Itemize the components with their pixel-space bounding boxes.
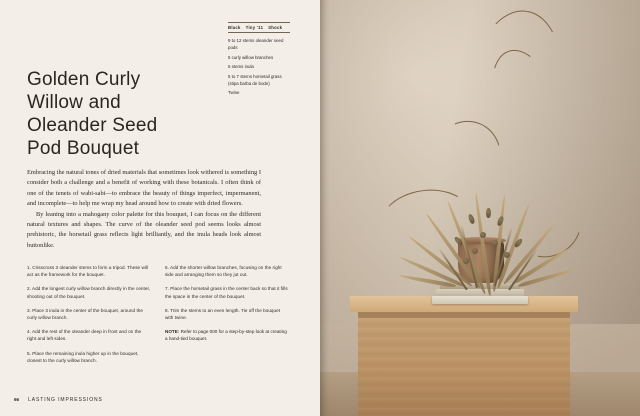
title-line-2: Willow and [27, 92, 121, 113]
step-item: 4. Add the rest of the oleander deep in front and on the right and left sides. [27, 329, 142, 342]
step-item: 8. Trim the stems to an even length. Tie off the bouquet with twine. [165, 307, 281, 321]
intro-text-block [27, 168, 261, 251]
stacked-book [440, 283, 520, 289]
photograph [320, 0, 640, 416]
materials-header-3: Shock [268, 25, 283, 30]
step-item: 3. Place 3 inula in the center of the bouquet, around the curly willow branch. [27, 307, 143, 321]
stacked-book [432, 296, 528, 304]
note-text: Refer to page 000 for a step-by-step look at creating a hand-tied bouquet. [165, 329, 287, 342]
step-item: 1. Crisscross 3 oleander stems to form a tripod. These will act as the framework for the bouquet. [27, 265, 149, 278]
title-line-3: Oleander Seed [27, 115, 158, 136]
page-title [27, 68, 207, 160]
step-item: 5. Place the remaining inula higher up in the bouquet, closest to the curly willow branch. [27, 350, 139, 363]
steps-column-right [165, 264, 289, 371]
title-line-1: Golden Curly [27, 69, 141, 90]
running-head: LASTING IMPRESSIONS [28, 397, 103, 403]
ceramic-vase [458, 241, 504, 283]
steps-column-left [27, 264, 151, 371]
step-note [165, 328, 289, 342]
title-line-4: Pod Bouquet [27, 138, 140, 159]
intro-paragraph: Embracing the natural tones of dried materials that sometimes look withered is something I consider both a challenge and a benefit of working with these botanicals. I often think of one of the tenets of wabi-sabi—to embrace the beauty of things imperfect, impermanent, and incomplete—to help me wrap my head around how to create with dried flowers. [27, 169, 261, 208]
step-item: 2. Add the longest curly willow branch directly in the center, shooting out of the bouquet. [27, 286, 151, 299]
wood-grain [358, 308, 570, 416]
materials-header-row [228, 22, 290, 33]
stacked-book [436, 289, 524, 296]
folio-number: 66 [14, 397, 20, 402]
second-paragraph: By leaning into a mahogany color palette for this bouquet, I can focus on the different natural textures and shapes. The curve of the oleander seed pod seems looks almost prehistoric, the horsetail grass reflects light brilliantly, and the inula heads look almost buttonlike. [27, 210, 261, 249]
step-item: 7. Place the horsetail grass in the center back so that it fills the space in the center of the bouquet. [165, 286, 288, 299]
materials-header-2: Tiny '11 [245, 25, 264, 30]
materials-header-1: Black [228, 25, 241, 30]
list-item: 5 stems inula [228, 64, 254, 69]
wooden-plinth [358, 308, 570, 416]
page-footer [14, 397, 103, 403]
list-item: Twine [228, 90, 240, 95]
materials-list [228, 37, 290, 96]
instruction-steps [27, 264, 289, 371]
list-item: 5 to 7 stems horsetail grass (stipa barba de bode) [228, 73, 282, 86]
step-item: 6. Add the shorter willow branches, focusing on the right side and arranging them so they jut out. [165, 265, 282, 278]
materials-box [228, 22, 290, 99]
list-item: 5 curly willow branches [228, 54, 274, 60]
vase-rim [456, 237, 506, 244]
note-label: NOTE: [165, 329, 180, 335]
list-item: 9 to 12 stems oleander seed pods [228, 38, 284, 50]
